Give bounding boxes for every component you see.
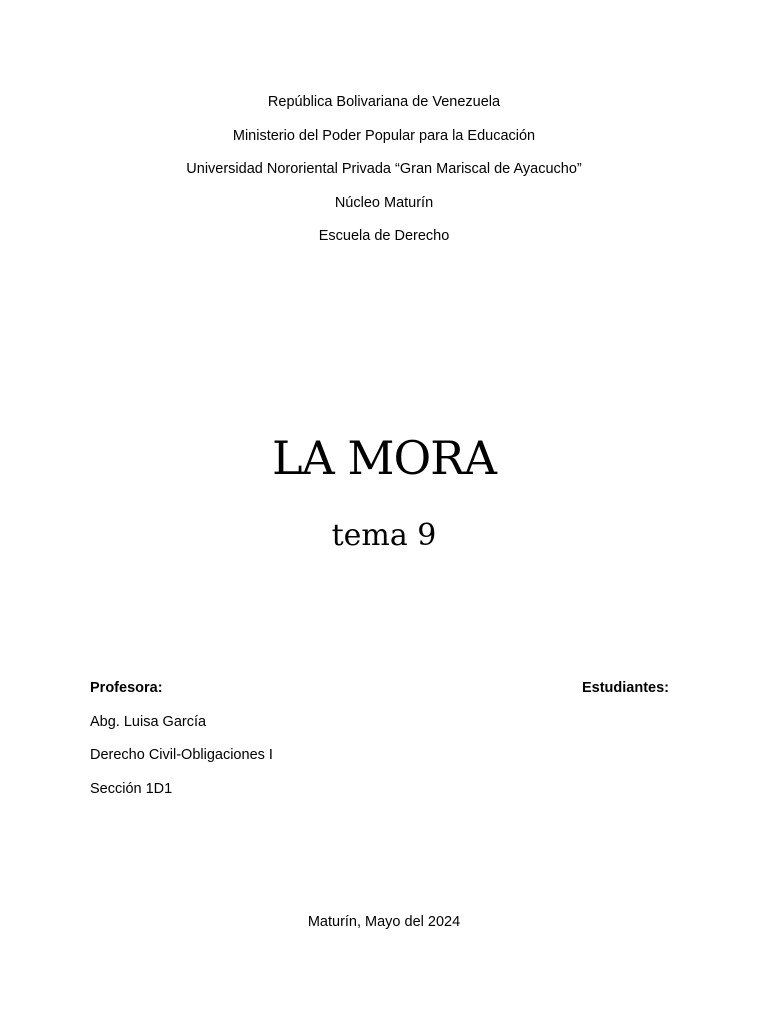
place-date: Maturín, Mayo del 2024 <box>307 914 461 930</box>
header-country: República Bolivariana de Venezuela <box>267 94 501 110</box>
document-title: LA MORA <box>271 431 497 485</box>
course-name: Derecho Civil-Obligaciones I <box>90 747 273 763</box>
document-subtitle: tema 9 <box>331 518 437 553</box>
section-name: Sección 1D1 <box>90 780 173 797</box>
header-campus: Núcleo Maturín <box>334 194 434 211</box>
professor-label: Profesora: <box>90 680 163 696</box>
header-ministry: Ministerio del Poder Popular para la Educación <box>232 127 536 144</box>
institution-header <box>0 92 768 260</box>
professor-name: Abg. Luisa García <box>90 713 207 730</box>
header-school: Escuela de Derecho <box>318 228 450 244</box>
students-label: Estudiantes: <box>581 680 669 696</box>
professor-block <box>90 678 273 812</box>
header-university: Universidad Nororiental Privada “Gran Mariscal de Ayacucho” <box>186 161 582 177</box>
